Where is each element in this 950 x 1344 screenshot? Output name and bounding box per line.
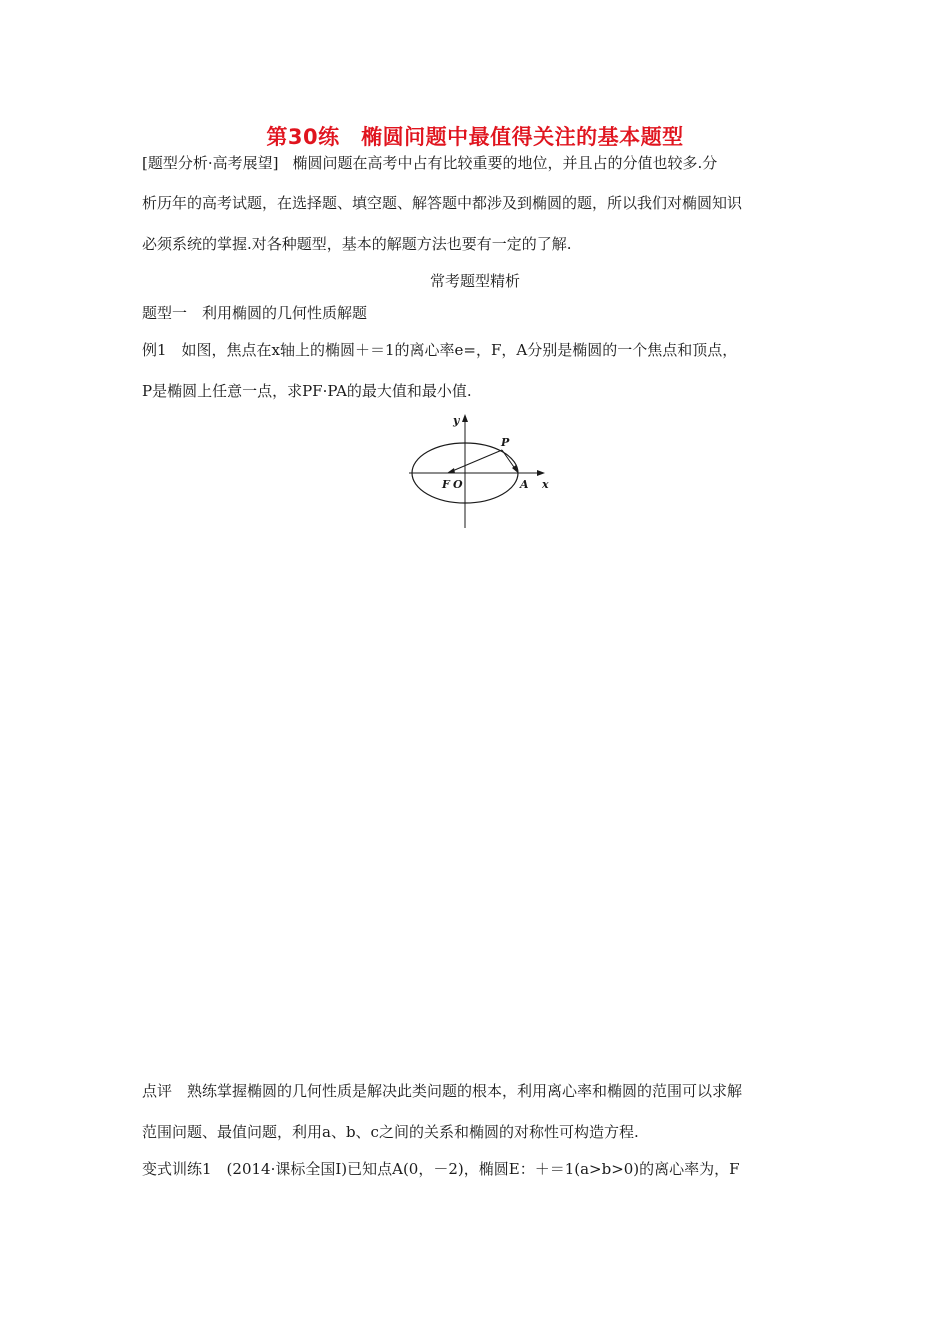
label-x: x	[542, 478, 549, 491]
label-a: A	[520, 478, 529, 491]
type1-heading: 题型一 利用椭圆的几何性质解题	[142, 304, 368, 322]
ellipse-figure	[405, 410, 555, 532]
label-f: F	[442, 478, 450, 491]
vector-pf	[450, 450, 502, 472]
section-heading: 常考题型精析	[429, 272, 520, 290]
comment-line-1: 点评 熟练掌握椭圆的几何性质是解决此类问题的根本，利用离心率和椭圆的范围可以求解	[142, 1082, 743, 1100]
label-p: P	[501, 436, 510, 449]
example1-line-1: 例1 如图，焦点在x轴上的椭圆＋＝1的离心率e=，F，A分别是椭圆的一个焦点和顶点，	[142, 341, 738, 359]
intro-tag: [题型分析·高考展望]	[142, 154, 279, 172]
comment-line-2: 范围问题、最值问题，利用a、b、c之间的关系和椭圆的对称性可构造方程.	[142, 1123, 639, 1141]
label-o: O	[453, 478, 463, 491]
y-axis-arrow	[462, 414, 468, 422]
example1-line-2: P是椭圆上任意一点，求PF·PA的最大值和最小值.	[142, 382, 472, 400]
intro-text-1: 椭圆问题在高考中占有比较重要的地位，并且占的分值也较多.分	[292, 154, 718, 172]
intro-line-3: 必须系统的掌握.对各种题型，基本的解题方法也要有一定的了解.	[142, 235, 572, 253]
vector-pf-arrow	[447, 468, 455, 473]
intro-line-2: 析历年的高考试题，在选择题、填空题、解答题中都涉及到椭圆的题，所以我们对椭圆知识	[142, 194, 743, 212]
page-title: 第30练 椭圆问题中最值得关注的基本题型	[266, 125, 684, 149]
x-axis-arrow	[537, 470, 545, 476]
label-y: y	[453, 414, 460, 427]
exercise1-line-1: 变式训练1 (2014·课标全国Ⅰ)已知点A(0，－2)，椭圆E：＋＝1(a>b>0)的离心率为，F	[142, 1160, 740, 1178]
intro-line-1	[142, 153, 822, 173]
